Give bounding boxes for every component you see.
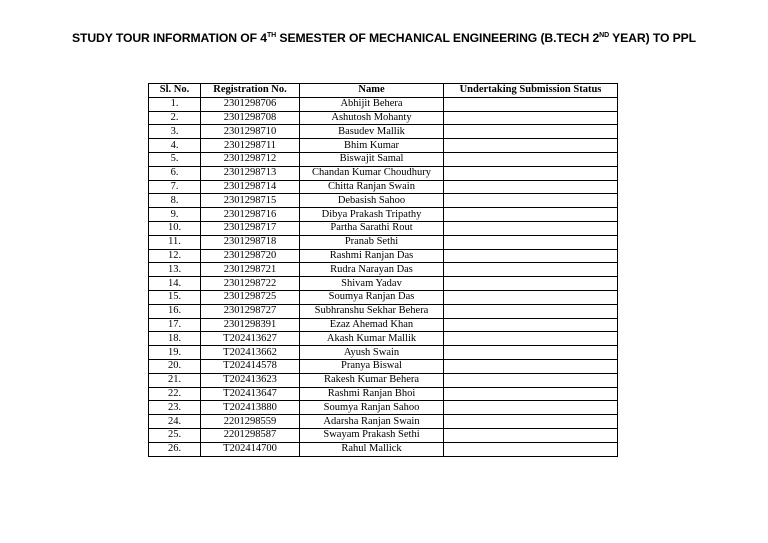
table-row: [149, 290, 618, 304]
undertaking-status-cell: [444, 401, 618, 415]
registration-no-cell: T202413662: [201, 346, 300, 360]
undertaking-status-cell: [444, 277, 618, 291]
name-cell: Ezaz Ahemad Khan: [300, 318, 444, 332]
registration-no-cell: 2301298716: [201, 208, 300, 222]
table-row: [149, 346, 618, 360]
title-superscript: ND: [599, 32, 610, 39]
table-row: [149, 235, 618, 249]
undertaking-status-cell: [444, 180, 618, 194]
header-undertaking-status: Undertaking Submission Status: [444, 84, 618, 98]
name-cell: Soumya Ranjan Das: [300, 290, 444, 304]
registration-no-cell: 2301298720: [201, 249, 300, 263]
table-row: [149, 166, 618, 180]
header-name: Name: [300, 84, 444, 98]
serial-no-cell: 20.: [149, 359, 201, 373]
table-body: [149, 97, 618, 456]
registration-no-cell: 2301298708: [201, 111, 300, 125]
table-row: [149, 318, 618, 332]
registration-no-cell: 2201298587: [201, 428, 300, 442]
document-title: STUDY TOUR INFORMATION OF 4TH SEMESTER OF MECHANICAL ENGINEERING (B.TECH 2ND YEAR) TO PPL: [71, 31, 697, 45]
name-cell: Pranab Sethi: [300, 235, 444, 249]
serial-no-cell: 24.: [149, 415, 201, 429]
table-row: [149, 221, 618, 235]
undertaking-status-cell: [444, 373, 618, 387]
undertaking-status-cell: [444, 387, 618, 401]
serial-no-cell: 11.: [149, 235, 201, 249]
undertaking-status-cell: [444, 111, 618, 125]
name-cell: Pranya Biswal: [300, 359, 444, 373]
name-cell: Ashutosh Mohanty: [300, 111, 444, 125]
serial-no-cell: 9.: [149, 208, 201, 222]
table-row: [149, 401, 618, 415]
registration-no-cell: 2301298712: [201, 152, 300, 166]
serial-no-cell: 12.: [149, 249, 201, 263]
undertaking-status-cell: [444, 125, 618, 139]
name-cell: Adarsha Ranjan Swain: [300, 415, 444, 429]
name-cell: Subhranshu Sekhar Behera: [300, 304, 444, 318]
table-row: [149, 194, 618, 208]
registration-no-cell: 2301298725: [201, 290, 300, 304]
header-serial-no: Sl. No.: [149, 84, 201, 98]
name-cell: Akash Kumar Mallik: [300, 332, 444, 346]
serial-no-cell: 1.: [149, 97, 201, 111]
header-registration-no: Registration No.: [201, 84, 300, 98]
serial-no-cell: 16.: [149, 304, 201, 318]
registration-no-cell: 2301298727: [201, 304, 300, 318]
undertaking-status-cell: [444, 194, 618, 208]
undertaking-status-cell: [444, 249, 618, 263]
registration-no-cell: T202413647: [201, 387, 300, 401]
registration-no-cell: T202414578: [201, 359, 300, 373]
table-row: [149, 359, 618, 373]
registration-no-cell: 2201298559: [201, 415, 300, 429]
table-row: [149, 125, 618, 139]
undertaking-status-cell: [444, 304, 618, 318]
registration-no-cell: 2301298721: [201, 263, 300, 277]
table-row: [149, 442, 618, 456]
registration-no-cell: T202414700: [201, 442, 300, 456]
table-row: [149, 208, 618, 222]
serial-no-cell: 19.: [149, 346, 201, 360]
table-row: [149, 373, 618, 387]
name-cell: Basudev Mallik: [300, 125, 444, 139]
serial-no-cell: 23.: [149, 401, 201, 415]
registration-no-cell: 2301298715: [201, 194, 300, 208]
name-cell: Rahul Mallick: [300, 442, 444, 456]
registration-no-cell: 2301298391: [201, 318, 300, 332]
table-row: [149, 415, 618, 429]
name-cell: Soumya Ranjan Sahoo: [300, 401, 444, 415]
serial-no-cell: 26.: [149, 442, 201, 456]
serial-no-cell: 15.: [149, 290, 201, 304]
serial-no-cell: 25.: [149, 428, 201, 442]
table-row: [149, 249, 618, 263]
table-row: [149, 277, 618, 291]
undertaking-status-cell: [444, 221, 618, 235]
name-cell: Biswajit Samal: [300, 152, 444, 166]
undertaking-status-cell: [444, 139, 618, 153]
undertaking-status-cell: [444, 442, 618, 456]
table-row: [149, 304, 618, 318]
registration-no-cell: T202413880: [201, 401, 300, 415]
name-cell: Abhijit Behera: [300, 97, 444, 111]
serial-no-cell: 6.: [149, 166, 201, 180]
undertaking-status-cell: [444, 428, 618, 442]
serial-no-cell: 2.: [149, 111, 201, 125]
name-cell: Debasish Sahoo: [300, 194, 444, 208]
undertaking-status-cell: [444, 318, 618, 332]
table-row: [149, 139, 618, 153]
table-row: [149, 152, 618, 166]
registration-no-cell: 2301298717: [201, 221, 300, 235]
undertaking-status-cell: [444, 332, 618, 346]
serial-no-cell: 8.: [149, 194, 201, 208]
name-cell: Partha Sarathi Rout: [300, 221, 444, 235]
name-cell: Ayush Swain: [300, 346, 444, 360]
name-cell: Bhim Kumar: [300, 139, 444, 153]
serial-no-cell: 13.: [149, 263, 201, 277]
undertaking-status-cell: [444, 235, 618, 249]
registration-no-cell: T202413623: [201, 373, 300, 387]
name-cell: Shivam Yadav: [300, 277, 444, 291]
table-row: [149, 180, 618, 194]
undertaking-status-cell: [444, 359, 618, 373]
serial-no-cell: 17.: [149, 318, 201, 332]
table-header-row: [149, 84, 618, 98]
name-cell: Rakesh Kumar Behera: [300, 373, 444, 387]
serial-no-cell: 4.: [149, 139, 201, 153]
registration-no-cell: 2301298710: [201, 125, 300, 139]
undertaking-status-cell: [444, 346, 618, 360]
registration-no-cell: 2301298711: [201, 139, 300, 153]
name-cell: Rashmi Ranjan Bhoi: [300, 387, 444, 401]
table-row: [149, 263, 618, 277]
table-row: [149, 332, 618, 346]
serial-no-cell: 10.: [149, 221, 201, 235]
serial-no-cell: 14.: [149, 277, 201, 291]
name-cell: Rashmi Ranjan Das: [300, 249, 444, 263]
table-row: [149, 97, 618, 111]
serial-no-cell: 21.: [149, 373, 201, 387]
serial-no-cell: 22.: [149, 387, 201, 401]
undertaking-status-cell: [444, 166, 618, 180]
name-cell: Chitta Ranjan Swain: [300, 180, 444, 194]
student-roster-table: [148, 83, 618, 457]
table-row: [149, 428, 618, 442]
title-superscript: TH: [266, 32, 277, 39]
undertaking-status-cell: [444, 290, 618, 304]
undertaking-status-cell: [444, 152, 618, 166]
registration-no-cell: 2301298714: [201, 180, 300, 194]
undertaking-status-cell: [444, 263, 618, 277]
registration-no-cell: T202413627: [201, 332, 300, 346]
serial-no-cell: 3.: [149, 125, 201, 139]
serial-no-cell: 5.: [149, 152, 201, 166]
registration-no-cell: 2301298706: [201, 97, 300, 111]
table-row: [149, 111, 618, 125]
table-row: [149, 387, 618, 401]
undertaking-status-cell: [444, 208, 618, 222]
undertaking-status-cell: [444, 97, 618, 111]
name-cell: Rudra Narayan Das: [300, 263, 444, 277]
undertaking-status-cell: [444, 415, 618, 429]
name-cell: Swayam Prakash Sethi: [300, 428, 444, 442]
name-cell: Chandan Kumar Choudhury: [300, 166, 444, 180]
serial-no-cell: 18.: [149, 332, 201, 346]
serial-no-cell: 7.: [149, 180, 201, 194]
registration-no-cell: 2301298722: [201, 277, 300, 291]
registration-no-cell: 2301298718: [201, 235, 300, 249]
name-cell: Dibya Prakash Tripathy: [300, 208, 444, 222]
registration-no-cell: 2301298713: [201, 166, 300, 180]
